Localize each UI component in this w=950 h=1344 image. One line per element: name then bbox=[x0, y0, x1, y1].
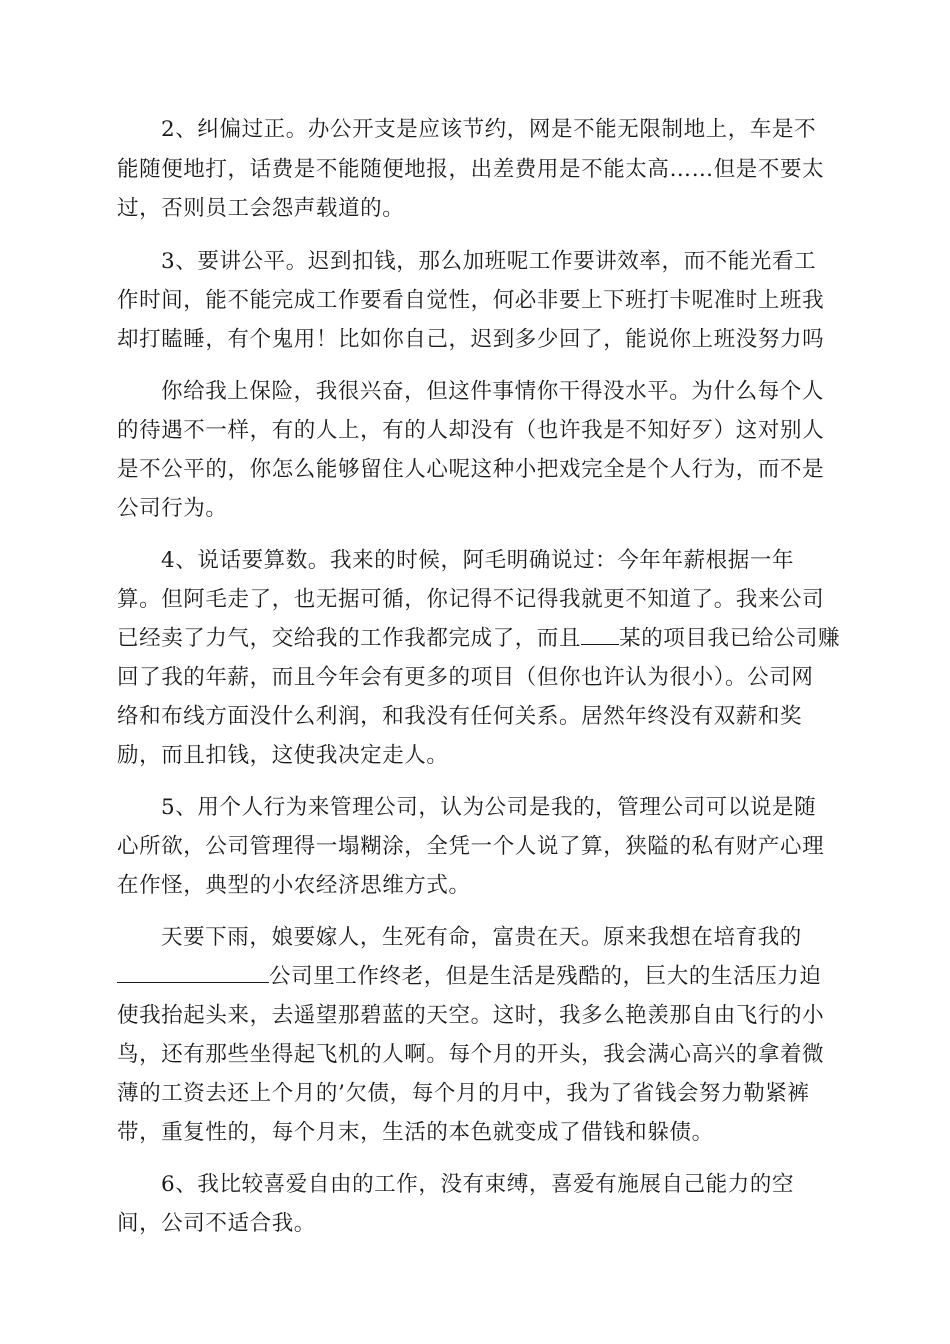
paragraph-4-line-3-end: 某的项目我已给公司赚 bbox=[619, 626, 841, 651]
paragraph-4-line-6: 励，而且扣钱，这使我决定走人。 bbox=[117, 743, 449, 768]
paragraph-weather-line-6: 带，重复性的，每个月末，生活的本色就变成了借钱和躲债。 bbox=[117, 1120, 714, 1145]
paragraph-4-line-3 bbox=[117, 624, 840, 654]
paragraph-4-line-5: 络和布线方面没什么利润，和我没有任何关系。居然年终没有双薪和奖 bbox=[117, 704, 803, 729]
fill-in-blank-company bbox=[117, 962, 269, 983]
paragraph-insurance-line-1: 你给我上保险，我很兴奋，但这件事情你干得没水平。为什么每个人 bbox=[161, 379, 825, 404]
fill-in-blank bbox=[581, 624, 619, 645]
paragraph-weather-line-1: 天要下雨，娘要嫁人，生死有命，富贵在天。原来我想在培育我的 bbox=[161, 925, 802, 950]
paragraph-insurance-line-3: 是不公平的，你怎么能够留住人心呢这种小把戏完全是个人行为，而不是 bbox=[117, 457, 825, 482]
paragraph-2-line-1: 2、纠偏过正。办公开支是应该节约，网是不能无限制地上，车是不 bbox=[161, 117, 817, 142]
paragraph-4-line-3-start: 已经卖了力气，交给我的工作我都完成了，而且 bbox=[117, 626, 582, 651]
paragraph-5-line-2: 心所欲，公司管理得一塌糊涂，全凭一个人说了算，狭隘的私有财产心理 bbox=[117, 834, 825, 859]
paragraph-weather-line-2 bbox=[117, 962, 822, 992]
paragraph-2-line-3: 过，否则员工会怨声载道的。 bbox=[117, 196, 405, 221]
paragraph-6-line-1: 6、我比较喜爱自由的工作，没有束缚，喜爱有施展自己能力的空 bbox=[161, 1172, 795, 1197]
paragraph-4-line-2: 算。但阿毛走了，也无据可循，你记得不记得我就更不知道了。我来公司 bbox=[117, 587, 825, 612]
paragraph-2-line-2: 能随便地打，话费是不能随便地报，出差费用是不能太高……但是不要太 bbox=[117, 157, 825, 182]
paragraph-weather-line-5: 薄的工资去还上个月的’欠债，每个月的月中，我为了省钱会努力勒紧裤 bbox=[117, 1081, 810, 1106]
paragraph-4-line-1: 4、说话要算数。我来的时候，阿毛明确说过：今年年薪根据一年 bbox=[161, 548, 795, 573]
paragraph-weather-line-3: 使我抬起头来，去遥望那碧蓝的天空。这时，我多么艳羡那自由飞行的小 bbox=[117, 1003, 825, 1028]
paragraph-weather-line-4: 鸟，还有那些坐得起飞机的人啊。每个月的开头，我会满心高兴的拿着微 bbox=[117, 1042, 825, 1067]
paragraph-4-line-4: 回了我的年薪，而且今年会有更多的项目（但你也许认为很小）。公司网 bbox=[117, 665, 814, 690]
paragraph-insurance-line-4: 公司行为。 bbox=[117, 496, 228, 521]
paragraph-5-line-3: 在作怪，典型的小农经济思维方式。 bbox=[117, 873, 471, 898]
paragraph-weather-line-2-text: 公司里工作终老，但是生活是残酷的，巨大的生活压力迫 bbox=[269, 964, 822, 989]
paragraph-6-line-2: 间，公司不适合我。 bbox=[117, 1211, 316, 1236]
paragraph-3-line-1: 3、要讲公平。迟到扣钱，那么加班呢工作要讲效率，而不能光看工 bbox=[161, 249, 817, 274]
paragraph-5-line-1: 5、用个人行为来管理公司，认为公司是我的，管理公司可以说是随 bbox=[161, 795, 817, 820]
paragraph-3-line-2: 作时间，能不能完成工作要看自觉性，何必非要上下班打卡呢准时上班我 bbox=[117, 288, 825, 313]
paragraph-insurance-line-2: 的待遇不一样，有的人上，有的人却没有（也许我是不知好歹）这对别人 bbox=[117, 418, 825, 443]
paragraph-3-line-3: 却打瞌睡，有个鬼用！比如你自己，迟到多少回了，能说你上班没努力吗 bbox=[117, 327, 825, 352]
